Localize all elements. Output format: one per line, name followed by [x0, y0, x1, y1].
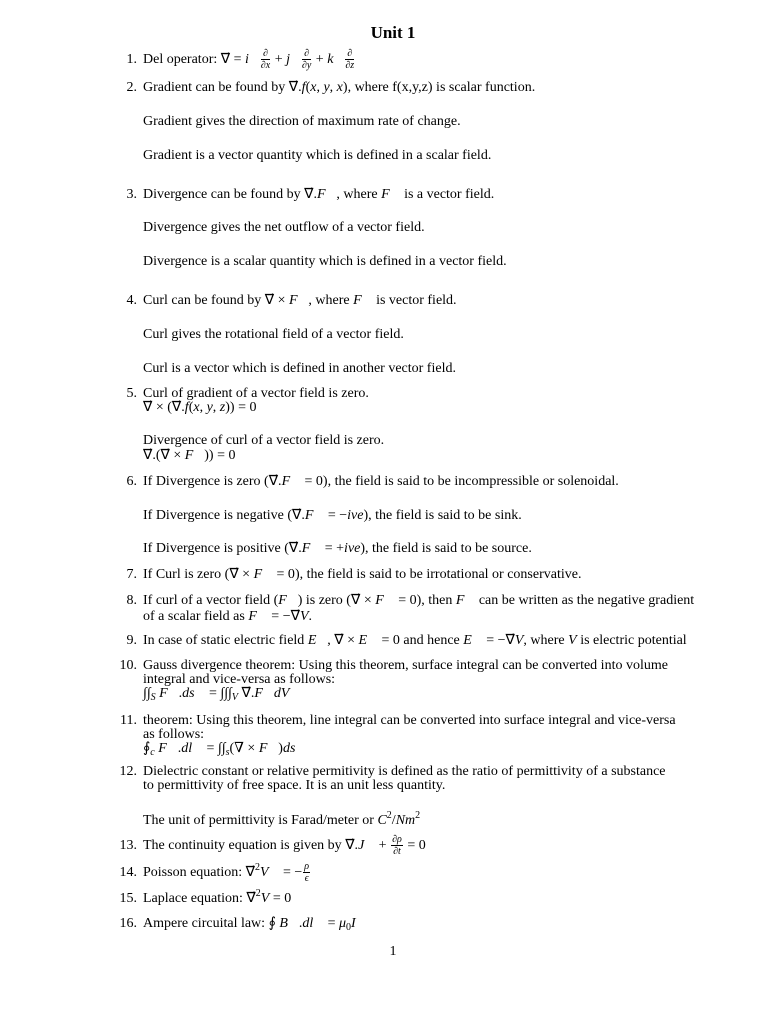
item-number: 3. [126, 187, 137, 202]
item-paragraph-line [143, 255, 507, 269]
fraction-denominator: ∂t [393, 846, 401, 857]
math-variable: I [351, 916, 356, 931]
math-expression: = 0 [403, 838, 426, 853]
text-run: , where f(x,y,z) is scalar function. [347, 80, 536, 95]
item-line [143, 594, 694, 608]
text-run: . [308, 609, 313, 624]
math-variable: z [219, 400, 226, 415]
math-variable: e [357, 508, 364, 523]
math-variable: i [344, 541, 348, 556]
item-number: 14. [119, 865, 137, 880]
item-line [143, 888, 292, 906]
formula-line [143, 687, 289, 701]
text-run: Divergence is a scalar quantity which is defined in a vector field. [143, 254, 507, 269]
math-expression: + j⃗ [271, 52, 301, 67]
math-expression: ∇⃗ = i⃗ [220, 52, 260, 67]
item-line [143, 714, 676, 728]
math-expression [351, 916, 356, 931]
math-variable: z [350, 60, 355, 71]
math-variable: E⃗ [463, 633, 483, 648]
math-variable: F⃗ [304, 508, 325, 523]
superscript: 2 [255, 862, 261, 873]
math-variable: c [150, 747, 155, 758]
math-variable: x [336, 80, 343, 95]
math-expression: ∮ [143, 741, 151, 756]
item-number: 13. [119, 838, 137, 853]
math-variable: E⃗ [307, 633, 328, 648]
math-variable: l⃗ [309, 916, 325, 931]
item-line-continuation [143, 728, 204, 742]
math-variable: C [377, 813, 387, 828]
text-run: Poisson equation: [143, 865, 246, 880]
item-line-continuation [143, 610, 312, 624]
item-number: 7. [126, 567, 137, 582]
math-variable: F⃗ [258, 741, 279, 756]
math-variable: d [302, 916, 310, 931]
math-variable: y [323, 80, 330, 95]
subscript [150, 747, 154, 758]
formula-line [143, 742, 306, 756]
math-expression: ∇⃗ × F⃗ = 0 [229, 567, 295, 582]
item-line [143, 475, 619, 489]
text-run: In case of static electric field [143, 633, 308, 648]
math-expression: ∇⃗.F⃗ [304, 187, 337, 202]
text-run: Curl gives the rotational field of a vector field. [143, 327, 404, 342]
formula-line [143, 449, 235, 463]
text-run: Gauss divergence theorem: Using this theorem, surface integral can be converted into volume [143, 658, 668, 673]
text-run: Divergence gives the net outflow of a vector field. [143, 220, 425, 235]
math-variable: V [299, 609, 309, 624]
fraction-denominator: ∂y [301, 60, 312, 71]
text-run: is a vector field. [400, 187, 495, 202]
math-variable: e [354, 541, 361, 556]
math-variable: V [260, 891, 270, 906]
text-run: ), the field is said to be sink. [363, 508, 522, 523]
math-variable: ϵ [304, 873, 309, 884]
item-paragraph-line [143, 328, 404, 342]
math-variable: x [265, 60, 271, 71]
item-paragraph-line [143, 542, 532, 556]
math-expression: F⃗.dl⃗ = ∫∫ [158, 741, 226, 756]
math-variable: ρ [397, 834, 402, 845]
math-variable: s [225, 747, 230, 758]
fraction [391, 835, 403, 856]
math-expression: F⃗.ds⃗ = ∫∫∫ [159, 686, 232, 701]
item-line [143, 81, 535, 95]
math-variable: V [568, 633, 577, 648]
page-title: Unit 1 [370, 23, 416, 42]
text-run: ), then [416, 593, 456, 608]
math-variable: v [351, 508, 358, 523]
text-run: , [327, 633, 335, 648]
item-line [143, 48, 355, 71]
fraction-numerator [303, 862, 310, 873]
text-run: integral and vice-versa as follows: [143, 672, 336, 687]
item-number: 6. [126, 474, 137, 489]
math-variable: F⃗ [353, 293, 373, 308]
math-variable: m [405, 813, 416, 828]
fraction-numerator: ∂ [347, 48, 353, 59]
item-number: 5. [126, 386, 137, 401]
math-expression: ∇⃗.J⃗ + [345, 838, 391, 853]
item-line-continuation [143, 779, 445, 793]
math-variable: x [193, 400, 200, 415]
text-run: ), the field is said to be incompressible or solenoidal. [322, 474, 619, 489]
item-number: 9. [126, 633, 137, 648]
math-expression: (∇ × F⃗)ds⃗ [229, 741, 307, 756]
item-number: 15. [119, 891, 137, 906]
item-line [143, 659, 668, 673]
fraction-numerator: ∂ [261, 49, 270, 60]
math-expression: ∇⃗ × E⃗ = 0 [334, 633, 400, 648]
subscript [226, 747, 230, 758]
math-variable: ρ [304, 861, 310, 872]
fraction-numerator: ∂ρ [392, 834, 402, 845]
math-expression: V⃗ = − [260, 865, 303, 880]
text-run: The continuity equation is given by [143, 838, 346, 853]
superscript: 2 [415, 810, 421, 821]
math-expression: ∇⃗ [246, 891, 256, 906]
item-line [143, 917, 356, 931]
text-run: If Curl is zero ( [143, 567, 230, 582]
text-run: , where [523, 633, 569, 648]
item-paragraph-line [143, 509, 522, 523]
math-variable: B⃗ [279, 916, 299, 931]
item-line [143, 634, 687, 648]
text-run: Laplace equation: [143, 891, 247, 906]
text-run: of a scalar field as [143, 609, 249, 624]
superscript: 2 [386, 810, 392, 821]
text-run: Gradient can be found by [143, 80, 289, 95]
item-paragraph-line [143, 115, 461, 129]
math-variable: j⃗ [286, 52, 301, 67]
math-expression: ∇⃗ × F⃗ = 0 [350, 593, 417, 608]
fraction [261, 49, 270, 70]
math-variable: F⃗ [158, 741, 178, 756]
math-variable: d [282, 741, 290, 756]
text-run: is electric potential [576, 633, 687, 648]
page-number: 1 [389, 944, 397, 959]
math-variable: y [306, 60, 312, 71]
math-variable: V⃗ [260, 865, 280, 880]
math-variable: t [398, 846, 401, 857]
math-variable: F⃗ [381, 187, 401, 202]
item-paragraph-line [143, 221, 425, 235]
math-expression: ∇⃗.F⃗ = 0 [268, 474, 323, 489]
math-variable: i [347, 508, 352, 523]
text-run: is vector field. [372, 293, 457, 308]
math-expression [308, 633, 327, 648]
item-line [143, 834, 426, 857]
math-variable: f [301, 80, 306, 95]
math-expression: F⃗ = −∇⃗V [248, 609, 309, 624]
math-expression [568, 633, 577, 648]
math-variable: E⃗ [358, 633, 378, 648]
math-expression [353, 293, 372, 308]
fraction-denominator: ∂x [260, 60, 271, 71]
item-line [143, 188, 494, 202]
math-expression: ∇⃗.f(x, y, x) [288, 80, 348, 95]
item-line [143, 765, 666, 779]
math-variable: F⃗ [278, 593, 298, 608]
text-run: Curl of gradient of a vector field is zero. [143, 386, 369, 401]
math-expression: + k⃗ [312, 52, 345, 67]
math-expression: ∇⃗.F⃗ = −ive [292, 508, 364, 523]
text-run: Dielectric constant or relative permitivity is defined as the ratio of permittivity of a substance [143, 764, 666, 779]
math-expression [381, 187, 400, 202]
math-expression: ∮ B⃗.dl⃗ = μ [268, 916, 347, 931]
math-variable: J⃗ [358, 838, 376, 853]
item-number: 2. [126, 80, 137, 95]
math-variable: s⃗ [289, 741, 307, 756]
item-number: 4. [126, 293, 137, 308]
math-variable: i⃗ [245, 52, 260, 67]
math-expression: V = 0 [260, 891, 292, 906]
math-variable: F⃗ [184, 448, 205, 463]
formula-line [143, 401, 256, 415]
math-expression [456, 593, 475, 608]
item-line [143, 861, 311, 884]
math-expression [278, 593, 297, 608]
item-number: 8. [126, 593, 137, 608]
text-run: can be written as the negative gradient [475, 593, 695, 608]
math-variable: F⃗ [316, 187, 337, 202]
math-variable: x [310, 80, 317, 95]
item-line-continuation [143, 673, 335, 687]
text-run: , where [336, 187, 382, 202]
math-expression: ∇⃗.(∇⃗ × F⃗)) = 0 [143, 448, 236, 463]
item-line [143, 568, 581, 582]
math-variable: f [184, 400, 189, 415]
item-paragraph-line [143, 810, 421, 828]
text-run: The unit of permittivity is Farad/meter or [143, 813, 378, 828]
math-variable: F⃗ [281, 474, 302, 489]
math-variable: F⃗ [253, 567, 274, 582]
fraction-denominator [303, 873, 310, 883]
math-expression: ∇⃗ × (∇⃗.f(x, y, z)) = 0 [143, 400, 257, 415]
math-variable: d [182, 686, 190, 701]
math-variable: l⃗ [188, 741, 203, 756]
text-run: ), the field is said to be source. [360, 541, 532, 556]
math-expression: ∇⃗ × F⃗ [264, 293, 309, 308]
text-run: If curl of a vector field ( [143, 593, 279, 608]
text-run: to permittivity of free space. It is an unit less quantity. [143, 778, 446, 793]
math-variable: d [273, 686, 281, 701]
math-expression: ∇⃗.F⃗dV [237, 686, 290, 701]
subscript [151, 692, 156, 703]
item-number: 12. [119, 764, 137, 779]
fraction [345, 49, 354, 70]
math-variable: F⃗ [301, 541, 322, 556]
text-run: If Divergence is zero ( [143, 474, 269, 489]
math-expression: ∇⃗.F⃗ = +ive [288, 541, 361, 556]
text-run: Divergence of curl of a vector field is zero. [143, 433, 385, 448]
math-variable: v [347, 541, 355, 556]
math-variable: F⃗ [254, 686, 274, 701]
math-variable: S [150, 692, 156, 703]
item-number: 10. [119, 658, 137, 673]
superscript: 2 [255, 888, 261, 899]
fraction [302, 49, 311, 70]
math-expression: E⃗ = −∇⃗V [463, 633, 524, 648]
math-variable: F⃗ [455, 593, 476, 608]
math-variable: V [280, 686, 290, 701]
math-variable: d [181, 741, 189, 756]
text-run: ) is zero ( [297, 593, 351, 608]
text-run: Del operator: [143, 52, 221, 67]
text-run: and hence [399, 633, 464, 648]
text-run: Curl can be found by [143, 293, 265, 308]
math-variable: s⃗ [189, 686, 206, 701]
text-run: Divergence can be found by [143, 187, 305, 202]
math-variable: N [395, 813, 406, 828]
math-variable: F⃗ [288, 293, 309, 308]
text-run: ), the field is said to be irrotational or conservative. [294, 567, 582, 582]
fraction-numerator: ∂ [302, 49, 311, 60]
text-run: If Divergence is negative ( [143, 508, 293, 523]
text-run: theorem: Using this theorem, line integral can be converted into surface integral and vice-versa [143, 713, 676, 728]
text-run: Gradient is a vector quantity which is defined in a scalar field. [143, 148, 492, 163]
math-expression [377, 813, 386, 828]
text-run: If Divergence is positive ( [143, 541, 289, 556]
math-variable: F⃗ [375, 593, 395, 608]
item-paragraph-line [143, 362, 456, 376]
math-expression: /Nm [391, 813, 416, 828]
math-variable: V [231, 692, 238, 703]
math-variable: y [206, 400, 213, 415]
item-paragraph-line [143, 434, 384, 448]
item-line [143, 387, 369, 401]
text-run: Curl is a vector which is defined in another vector field. [143, 361, 456, 376]
text-run: Gradient gives the direction of maximum rate of change. [143, 114, 461, 129]
subscript: 0 [346, 922, 352, 933]
item-number: 11. [120, 713, 137, 728]
fraction-denominator: ∂z [345, 60, 355, 71]
math-expression: ∇⃗ [245, 865, 256, 880]
math-variable: V [514, 633, 524, 648]
item-line [143, 294, 457, 308]
math-expression: ∫∫ [143, 686, 151, 701]
item-paragraph-line [143, 149, 491, 163]
subscript [232, 692, 238, 703]
fraction [303, 862, 310, 883]
item-number: 1. [126, 52, 137, 67]
item-number: 16. [119, 916, 137, 931]
text-run: as follows: [143, 727, 205, 742]
math-variable: μ [339, 916, 347, 931]
text-run: Ampere circuital law: [143, 916, 269, 931]
math-variable: k⃗ [327, 52, 345, 67]
math-variable: F⃗ [248, 609, 268, 624]
text-run: , where [308, 293, 354, 308]
math-variable: F⃗ [159, 686, 179, 701]
